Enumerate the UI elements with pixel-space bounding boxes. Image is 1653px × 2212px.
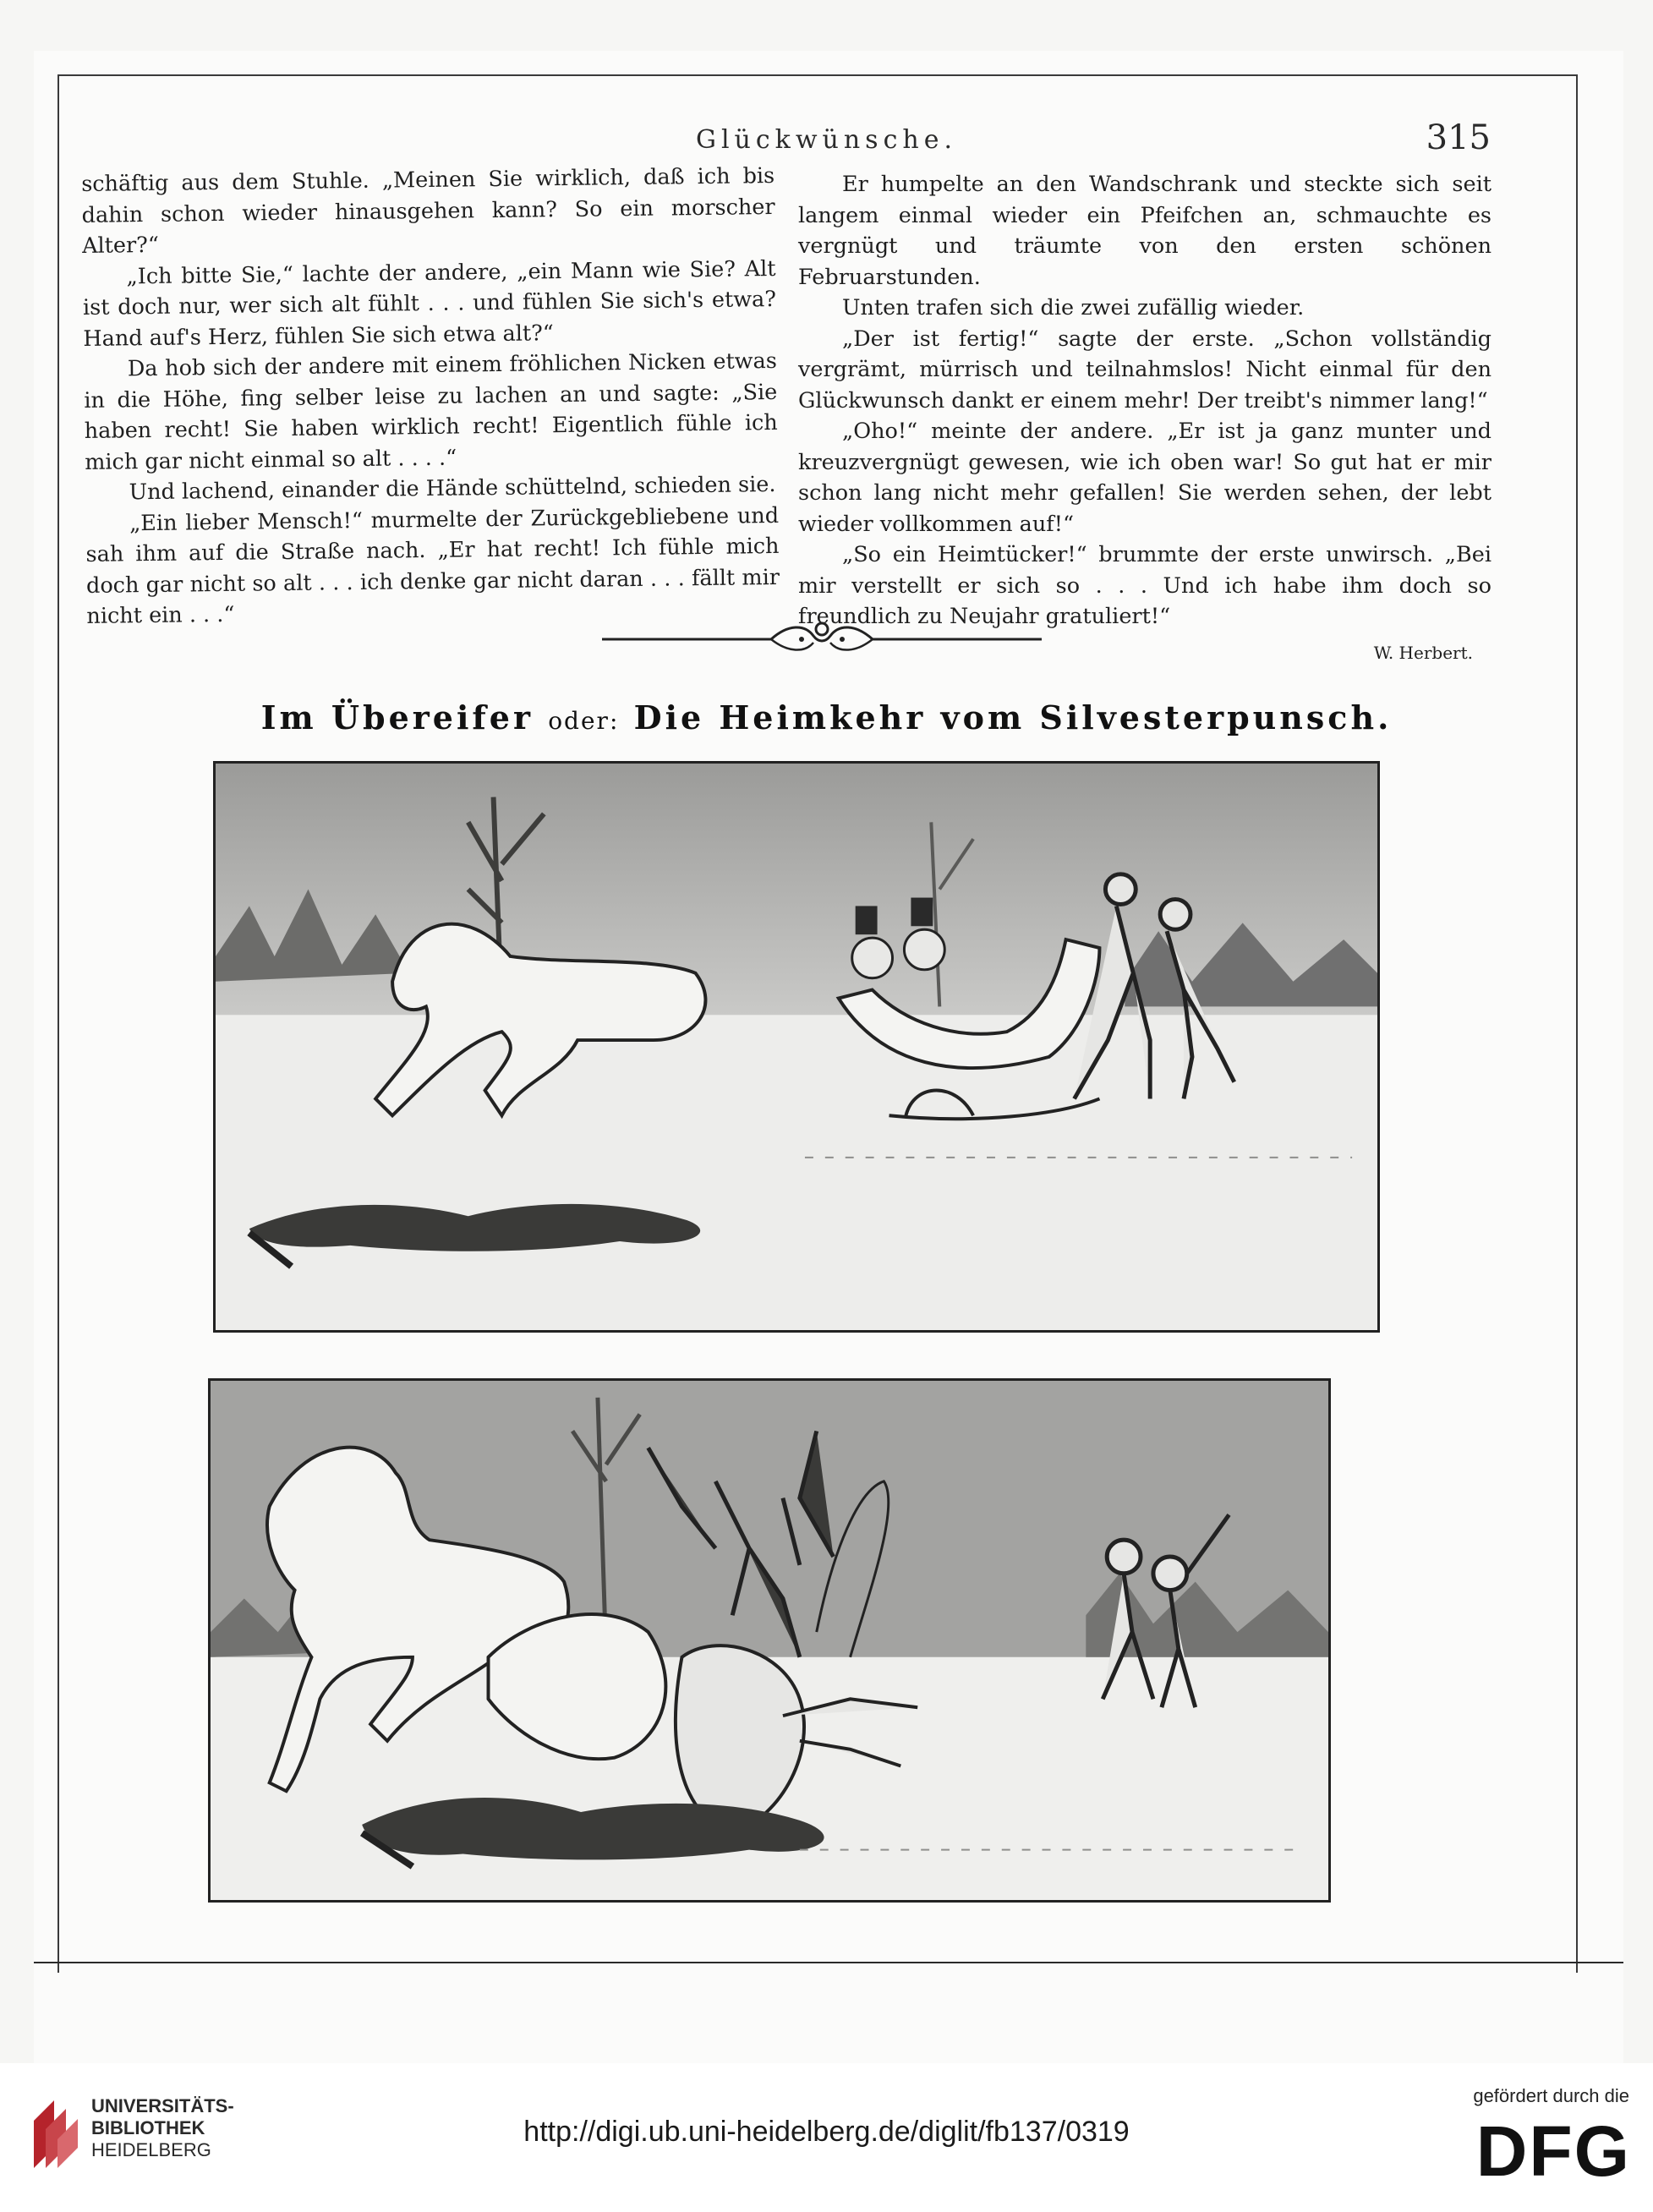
paragraph: „So ein Heimtücker!“ brummte der erste unwirsch. „Bei mir verstellt er sich so . . . Und ich habe ihm doch so freundlich zu Neujahr gratuliert!“ <box>798 542 1492 629</box>
paragraph: Und lachend, einander die Hände schüttelnd, schieden sie. <box>129 471 776 506</box>
paragraph: „Ich bitte Sie,“ lachte der andere, „ein Mann wie Sie? Alt ist doch nur, wer sich alt fühlt . . . und fühlen Sie sich's etwa? Hand auf's Herz, fühlen Sie sich etwa alt?“ <box>82 255 777 352</box>
caption-part-1: Im Übereifer <box>260 698 534 736</box>
paragraph: „Ein lieber Mensch!“ murmelte der Zurückgebliebene und sah ihm auf die Straße nach. „Er hat recht! Ich fühle mich doch gar nicht so alt . . . ich denke gar nicht daran . . . fällt mir nicht ein . . .“ <box>85 502 780 629</box>
paragraph: Er humpelte an den Wandschrank und steckte sich seit langem einmal wieder ein Pfeifchen an, schmauchte es vergnügt und träumte von den ersten schönen Februarstunden. <box>798 172 1492 290</box>
illustration-sleigh-crash <box>208 1378 1331 1903</box>
paragraph: Da hob sich der andere mit einem fröhlichen Nicken etwas in die Höhe, fing selber leise zu lachen an und sagte: „Sie haben recht! Sie haben wirklich recht! Eigentlich fühle ich mich gar nicht einmal so alt . . . .“ <box>84 348 778 475</box>
running-head: Glückwünsche. <box>696 125 957 155</box>
page-frame-bottom-rule <box>34 1962 1623 1963</box>
paragraph: „Der ist fertig!“ sagte der erste. „Schon vollständig vergrämt, mürrisch und teilnahmslos! Nicht einmal für den Glückwunsch dankt er einem mehr! Der treibt's nimmer lang!“ <box>798 326 1492 413</box>
paragraph: Unten trafen sich die zwei zufällig wieder. <box>842 295 1305 320</box>
page-number: 315 <box>1426 118 1491 157</box>
dfg-logo: DFG <box>1475 2111 1631 2191</box>
funded-by-label: gefördert durch die <box>1473 2085 1629 2106</box>
right-text-column <box>798 169 1492 668</box>
illustration-caption <box>0 698 1653 736</box>
library-name-line-1: UNIVERSITÄTS- <box>91 2095 234 2116</box>
digital-library-url[interactable]: http://digi.ub.uni-heidelberg.de/diglit/fb137/0319 <box>523 2116 1130 2148</box>
illustration-sleigh-ride <box>213 761 1380 1333</box>
library-name-line-3: HEIDELBERG <box>91 2139 211 2160</box>
author-signature: W. Herbert. <box>1373 642 1473 663</box>
paragraph: „Oho!“ meinte der andere. „Er ist ja ganz munter und kreuzvergnügt gewesen, wie ich oben war! So gut hat er mir schon lang nicht mehr gefallen! Sie werden sehen, der lebt wieder vollkommen auf!“ <box>798 419 1492 537</box>
ornament-divider <box>602 616 1042 660</box>
library-name-line-2: BIBLIOTHEK <box>91 2117 205 2138</box>
left-text-column <box>81 161 780 632</box>
paragraph: schäftig aus dem Stuhle. „Meinen Sie wirklich, daß ich bis dahin schon wieder hinausgehen kann? So ein morscher Alter?“ <box>81 162 775 259</box>
caption-oder: oder: <box>548 707 620 735</box>
caption-part-2: Die Heimkehr vom Silvesterpunsch. <box>633 698 1393 736</box>
